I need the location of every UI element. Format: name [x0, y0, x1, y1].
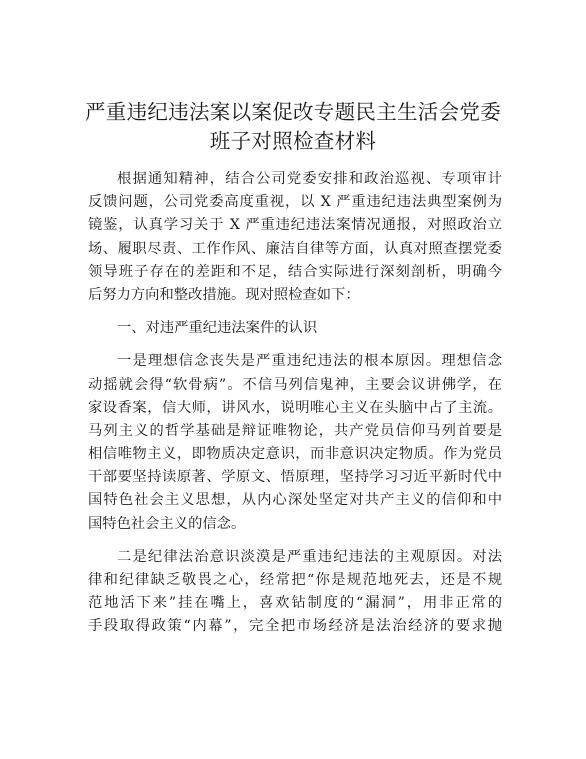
document-title — [0, 98, 586, 156]
text-line: 律和纪律缺乏敬畏之心，经常把“你是规范地死去，还是不规 — [88, 572, 502, 588]
text-line: 马列主义的哲学基础是辩证唯物论，共产党员信仰马列首要是 — [88, 422, 502, 439]
text-line: 领导班子存在的差距和不足，结合实际进行深刻剖析，明确今 — [88, 263, 502, 280]
text-line: 手段取得政策“内幕”，完全把市场经济是法治经济的要求抛 — [88, 618, 502, 635]
title-line: 班子对照检查材料 — [209, 129, 377, 153]
text-line: 根据通知精神，结合公司党委安排和政治巡视、专项审计 — [117, 171, 502, 187]
document-body — [88, 168, 502, 639]
section-heading: 一、对违严重纪违法案件的认识 — [117, 320, 318, 337]
text-line: 镜鉴，认真学习关于 X 严重违纪违法案情况通报，对照政治立 — [88, 217, 502, 234]
text-line: 二是纪律法治意识淡漠是严重违纪违法的主观原因。对法 — [117, 548, 502, 565]
text-line: 干部要坚持读原著、学原文、悟原理，坚持学习习近平新时代中 — [88, 469, 502, 486]
text-line: 范地活下来”挂在嘴上，喜欢钻制度的“漏洞”，用非正常的 — [88, 595, 502, 612]
text-line: 国特色社会主义思想，从内心深处坚定对共产主义的信仰和中 — [88, 492, 502, 509]
title-line: 严重违纪违法案以案促改专题民主生活会党委 — [85, 100, 501, 124]
paragraph-2 — [88, 546, 502, 639]
intro-paragraph — [88, 168, 502, 307]
text-line: 一是理想信念丧失是严重违纪违法的根本原因。理想信念 — [117, 353, 502, 370]
paragraph-1 — [88, 350, 502, 536]
text-line: 国特色社会主义的信念。 — [88, 515, 246, 532]
text-line: 动摇就会得“软骨病”。不信马列信鬼神，主要会议讲佛学，在 — [88, 376, 502, 393]
text-line: 场、履职尽责、工作作风、廉洁自律等方面，认真对照查摆党委 — [88, 240, 502, 257]
text-line: 相信唯物主义，即物质决定意识，而非意识决定物质。作为党员 — [88, 446, 502, 463]
text-line: 反馈问题，公司党委高度重视，以 X 严重违纪违法典型案例为 — [88, 194, 502, 211]
text-line: 家设香案，信大师，讲风水，说明唯心主义在头脑中占了主流。 — [88, 399, 502, 416]
text-line: 后努力方向和整改措施。现对照检查如下： — [88, 286, 360, 303]
